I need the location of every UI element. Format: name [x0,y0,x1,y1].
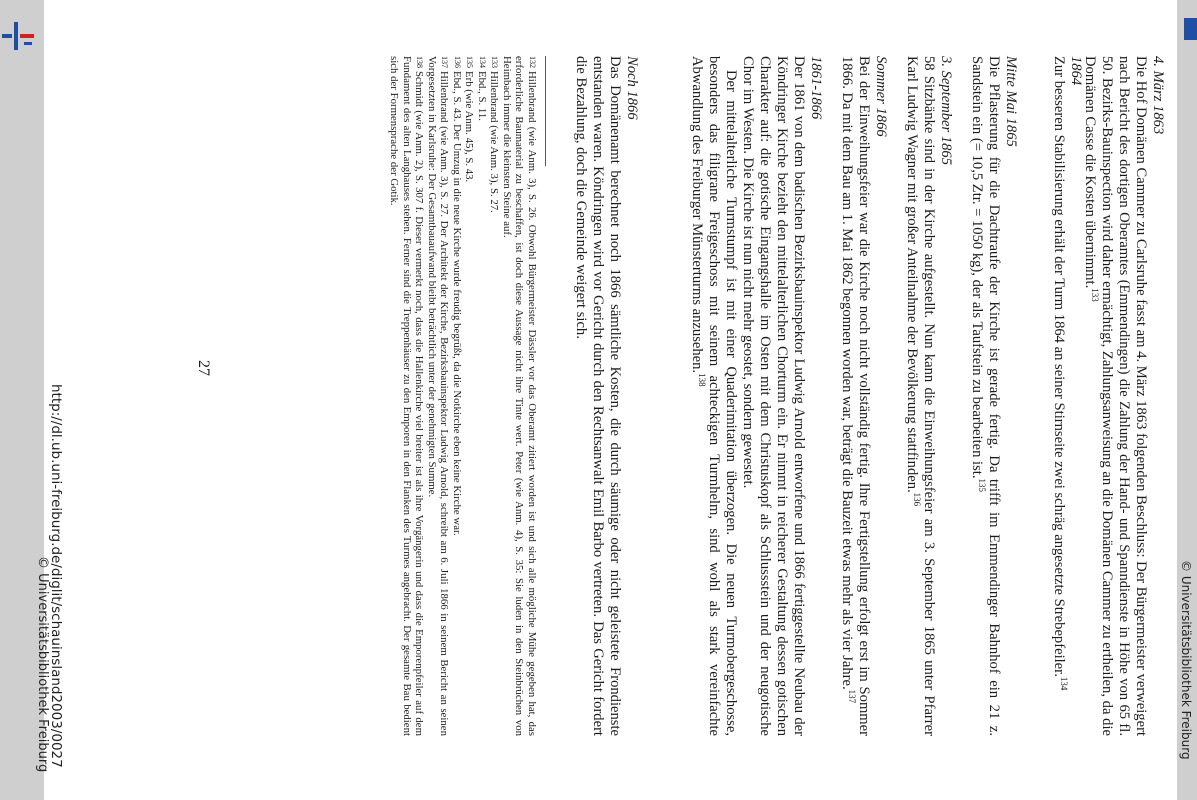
viewer-url-strip [35,0,64,800]
footnote: $^{133}$Hillenbrand (wie Anm. 3), S. 27. [488,56,501,213]
footnote: $^{136}$Ebd., S. 43. Der Umzug in die neue Kirche wurde freudig begrüßt, da die Notkirche eben keine Kirche war. [451,56,463,536]
footnote-rule [545,56,546,166]
footnote: $^{132}$Hillenbrand (wie Anm. 3), S. 26. Obwohl Bürgermeister Dässler vor das Oberamt zitiert worden ist und sich alle mögliche Mühe gegeben hat, das erforderliche Baumaterial zu beschaffen, ist doch diese Aussage nicht ihre Tinte wert. Peter (wie Anm. 4), S. 35: Sie luden in den Steinbrüchen von Heimbach immer die kleinsten Steine auf. [501,56,538,736]
section-heading: 3. September 1865 [938,56,954,166]
section-text: Das Domänenamt berechnet noch 1866 sämtliche Kosten, die durch säumige oder nicht geleistete Frondienste entstanden waren. Köndringen wird vor Gericht durch den Rechtsanwalt Emil Barbo vertreten. Das Gericht fordert die Bezahlung, doch die Gemeinde weigert sich. [573,56,623,736]
page-content [66,0,1174,800]
section-heading: 1864 [1068,56,1084,86]
section-text: Die Hof Domänen Cammer zu Carlsruhe fasst am 4. März 1863 folgenden Beschluss: Der Bürgermeister verweigert nach Bericht des dortigen Oberamtes (Emmendingen) die Zahlung der Hand- und Spanndienste in Höhe von 65 fl. 50. Bezirks-Bauinspection wird daher ermächtigt, Zahlungsanweisung an die Domänen Cammer zu ertheilen, da die Domänen Casse die Kosten übernimmt.$^{133}$ [1082,56,1149,736]
section-text-2: Der mittelalterliche Turmstumpf ist mit einer Quaderimitation überzogen. Die neuen Turmobergeschosse, besonders das filigrane Freigeschoss mit seinem achteckigen Turmhelm, sind wohl als stark vereinfachte Abwandlung des Freiburger Münsterturms anzusehen.$^{138}$ [689,56,739,736]
section-heading: Mitte Mai 1865 [1003,56,1019,147]
section-3 [968,56,1019,736]
library-logo-icon [0,12,40,60]
right-logo-icon [1184,18,1197,40]
viewer-url[interactable]: http://dl.ub.uni-freiburg.de/diglit/schauinsland2003/0027 [48,384,64,768]
section-2 [1050,56,1084,736]
section-heading: 4. März 1863 [1150,56,1166,135]
section-text: 58 Sitzbänke sind in der Kirche aufgestellt. Nun kann die Einweihungsfeier am 3. September 1865 unter Pfarrer Karl Ludwig Wagner mit großer Anteilnahme der Bevölkerung stattfinden.$^{136}$ [904,56,937,736]
section-6 [688,56,824,736]
section-4 [903,56,954,736]
footnote: $^{137}$Hillenbrand (wie Anm. 3), S. 27. Der Architekt der Kirche, Bezirksbauinspektor Ludwig Arnold, schreibt am 6. Juli 1866 in seinem Bericht an seinen Vorgesetzten in Karlsruhe: Der Gesamtbauaufwand bleibt beträchtlich unter der genehmigten Summe. [426,56,451,736]
section-heading: Noch 1866 [624,56,640,120]
section-text: Die Pflasterung für die Dachtraufe der Kirche ist gerade fertig. Da trifft im Emmendinger Bahnhof ein 21 z. Sandstein ein (= 10,5 Ztr. = 1050 kg), der als Taufstein zu bearbeiten ist.$^{135}$ [969,56,1002,736]
viewer-copyright: © Universitätsbibliothek Freiburg [35,556,50,773]
scanned-page [66,0,1174,800]
page-number: 27 [195,360,212,376]
section-heading: 1861-1866 [808,56,824,120]
section-5 [838,56,889,736]
footnote: $^{134}$Ebd., S. 11. [476,56,488,121]
viewer-right-strip [1177,0,1197,800]
section-text: Zur besseren Stabilisierung erhält der Turm 1864 an seiner Stirnseite zwei schräg angesetzte Strebepfeiler.$^{134}$ [1051,56,1069,691]
section-1 [1081,56,1166,736]
section-7 [572,56,640,736]
footnote: $^{138}$Schmidt (wie Anm. 2), S. 307 f. Dieser vermerkt noch, dass die Hallenkirche viel breiter ist als ihre Vorgängerin und dass die Emporenpfeiler auf dem Fundament des alten Langhauses stehen. Ferner sind die Treppenhäuser zu den Emporen in den Flanken des Turmes angebracht. Der gesamte Bau bedient sich der Formensprache der Gotik. [388,56,426,736]
section-heading: Sommer 1866 [873,56,889,137]
section-text: Bei der Einweihungsfeier war die Kirche noch nicht vollständig fertig. Ihre Fertigstellung erfolgt erst im Sommer 1866. Da mit dem Bau am 1. Mai 1862 begonnen worden war, beträgt die Bauzeit etwas mehr als vier Jahre.$^{137}$ [839,56,872,736]
section-text: Der 1861 von dem badischen Bezirksbauinspektor Ludwig Arnold entworfene und 1866 fertiggestellte Neubau der Köndringer Kirche bezieht den mittelalterlichen Chorturm ein. Er nimmt in reicherer Gestaltung dessen gotischen Charakter auf: die gotische Eingangshalle im Osten mit dem Christuskopf als Schlussstein und der neugotische Chor im Westen. Die Kirche ist nun nicht mehr geostet, sondern gewestet. [740,56,807,736]
viewer-right-copyright: © Universitätsbibliothek Freiburg [1179,560,1193,760]
footnotes [388,56,538,736]
footnote: $^{135}$Erb (wie Anm. 45), S. 43. [463,56,476,183]
